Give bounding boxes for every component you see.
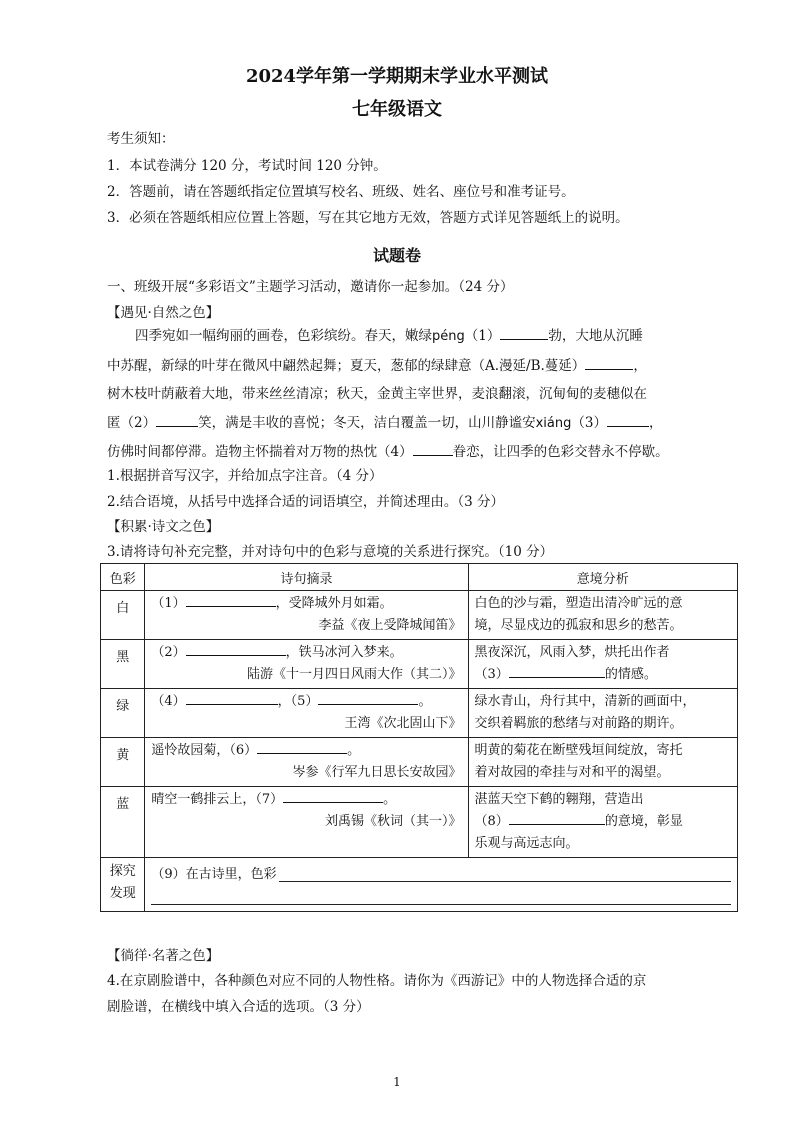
passage-line: 四季宛如一幅绚丽的画卷，色彩缤纷。春天，嫩绿péng（1） 勃，大地从沉睡: [135, 328, 643, 344]
poem-source: 陆游《十一月四日风雨大作（其二）》: [247, 667, 462, 682]
exam-title: 2024学年第一学期期末学业水平测试: [245, 66, 549, 87]
analysis-cell: 绿水青山，舟行其中，清新的画面中， 交织着羁旅的愁绪与对前路的期许。: [468, 689, 737, 738]
question-3: 3.请将诗句补充完整，并对诗句中的色彩与意境的关系进行探究。（10 分）: [107, 544, 554, 560]
question-1: 1.根据拼音写汉字，并给加点字注音。（4 分）: [107, 468, 383, 484]
analysis-cell: 明黄的菊花在断壁残垣间绽放，寄托 着对故园的牵挂与对和平的渴望。: [468, 738, 737, 787]
table-row: [101, 689, 738, 738]
answer-blank[interactable]: [509, 665, 605, 678]
table-header-row: [101, 564, 738, 591]
poem-cell: 晴空一鹤排云上，（7） 。 刘禹锡《秋词（其一）》: [145, 787, 468, 858]
answer-line[interactable]: [279, 861, 731, 882]
answer-line[interactable]: [151, 884, 731, 905]
answer-blank[interactable]: [413, 443, 453, 456]
color-cell: 黄: [101, 738, 145, 787]
answer-blank[interactable]: [186, 594, 276, 607]
poem-source: 李益《夜上受降城闻笛》: [318, 618, 462, 633]
analysis-cell: 白色的沙与霜，塑造出清冷旷远的意 境，尽显戍边的孤寂和思乡的愁苦。: [468, 591, 737, 640]
explore-answer-cell: （9）在古诗里，色彩: [145, 858, 738, 912]
answer-blank[interactable]: [156, 414, 198, 427]
explore-label: 探究 发现: [101, 858, 145, 912]
notice-item: 1．本试卷满分 120 分，考试时间 120 分钟。: [107, 158, 387, 174]
passage-line: 树木枝叶荫蔽着大地，带来丝丝清凉；秋天，金黄主宰世界，麦浪翻滚，沉甸甸的麦穗似在: [107, 386, 647, 402]
answer-blank[interactable]: [585, 357, 633, 370]
exam-subtitle: 七年级语文: [352, 99, 442, 120]
color-cell: 蓝: [101, 787, 145, 858]
table-row: [101, 787, 738, 858]
section-title: 试题卷: [372, 246, 421, 265]
poem-source: 王湾《次北固山下》: [344, 716, 462, 731]
answer-blank[interactable]: [500, 327, 548, 340]
question-4-line: 剧脸谱，在横线中填入合适的选项。（3 分）: [107, 999, 370, 1015]
answer-blank[interactable]: [186, 643, 286, 656]
answer-blank[interactable]: [607, 414, 649, 427]
pinyin: péng: [432, 329, 465, 344]
header-color: 色彩: [101, 564, 145, 591]
header-analysis: 意境分析: [468, 564, 737, 591]
explore-row: [101, 858, 738, 912]
notice-heading: 考生须知：: [107, 131, 175, 147]
poem-cell: （2） ，铁马冰河入梦来。 陆游《十一月四日风雨大作（其二）》: [145, 640, 468, 689]
poem-cell: 遥怜故园菊，（6） 。 岑参《行军九日思长安故园》: [145, 738, 468, 787]
passage-line: 匿（2） 笑，满是丰收的喜悦；冬天，洁白覆盖一切，山川静谧安xiáng（3） ，: [107, 414, 663, 431]
table-row: [101, 591, 738, 640]
poem-cell: （4） ，（5） 。 王湾《次北固山下》: [145, 689, 468, 738]
pinyin: xiáng: [535, 415, 572, 431]
answer-blank[interactable]: [509, 812, 605, 825]
poem-table: [100, 563, 738, 912]
part1-intro: 一、班级开展“多彩语文”主题学习活动，邀请你一起参加。（24 分）: [107, 279, 514, 295]
color-cell: 黑: [101, 640, 145, 689]
analysis-cell: 黑夜深沉，风雨入梦，烘托出作者 （3） 的情感。: [468, 640, 737, 689]
poem-cell: （1） ，受降城外月如霜。 李益《夜上受降城闻笛》: [145, 591, 468, 640]
notice-item: 3．必须在答题纸相应位置上答题，写在其它地方无效，答题方式详见答题纸上的说明。: [107, 210, 629, 226]
header-poem: 诗句摘录: [145, 564, 468, 591]
answer-blank[interactable]: [186, 692, 278, 705]
passage-line: 仿佛时间都停滞。造物主怀揣着对万物的热忱（4） 眷恋，让四季的色彩交替永不停歇。: [107, 444, 669, 460]
nature-passage: [107, 322, 689, 467]
answer-blank[interactable]: [318, 692, 418, 705]
color-cell: 白: [101, 591, 145, 640]
notice-item: 2．答题前，请在答题纸指定位置填写校名、班级、姓名、座位号和准考证号。: [107, 184, 575, 200]
answer-blank[interactable]: [283, 790, 383, 803]
page-number: 1: [393, 1075, 401, 1089]
table-row: [101, 738, 738, 787]
question-4-line: 4.在京剧脸谱中，各种颜色对应不同的人物性格。请你为《西游记》中的人物选择合适的京: [107, 973, 647, 989]
table-row: [101, 640, 738, 689]
sub2-heading: 【积累·诗文之色】: [107, 519, 220, 535]
analysis-cell: 湛蓝天空下鹤的翱翔，营造出 （8） 的意境，彰显 乐观与高远志向。: [468, 787, 737, 858]
poem-source: 岑参《行军九日思长安故园》: [292, 765, 462, 780]
color-cell: 绿: [101, 689, 145, 738]
poem-source: 刘禹锡《秋词（其一）》: [325, 814, 462, 829]
sub3-heading: 【徜徉·名著之色】: [107, 948, 220, 964]
passage-line: 中苏醒，新绿的叶芽在微风中翩然起舞；夏天，葱郁的绿肆意（A.漫延/B.蔓延） ，: [107, 357, 647, 374]
sub1-heading: 【遇见·自然之色】: [107, 305, 220, 321]
question-2: 2.结合语境，从括号中选择合适的词语填空，并简述理由。（3 分）: [107, 494, 505, 510]
answer-blank[interactable]: [257, 741, 347, 754]
